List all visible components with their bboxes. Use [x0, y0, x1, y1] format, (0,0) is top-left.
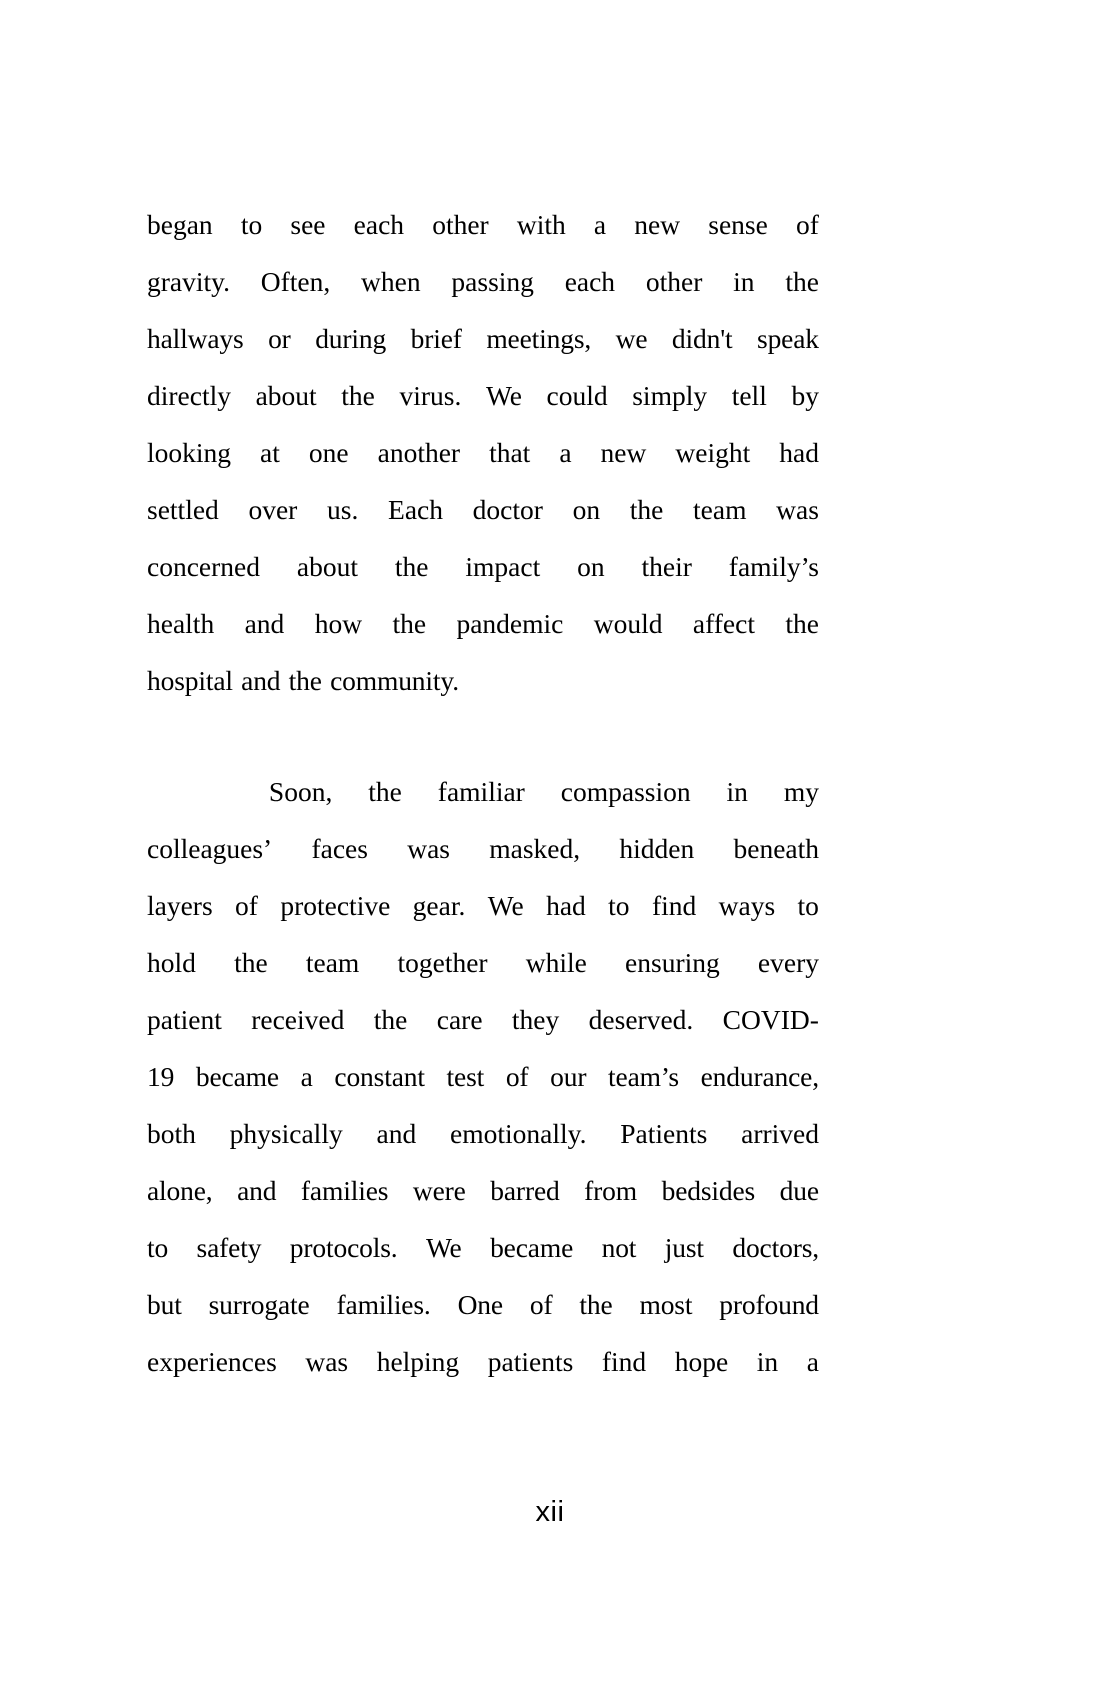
word: a [806, 1346, 819, 1377]
word: while [525, 947, 587, 978]
word: they [511, 1004, 560, 1035]
word: when [361, 266, 421, 297]
word: in [726, 776, 748, 807]
word: alone, [147, 1175, 213, 1206]
word: or [268, 323, 291, 354]
text-line [147, 652, 819, 709]
word: and [376, 1118, 417, 1149]
word: helping [376, 1346, 460, 1377]
page-number-folio: xii [535, 1496, 565, 1528]
word: just [664, 1232, 704, 1263]
text-line [147, 1276, 819, 1333]
word: with [516, 209, 566, 240]
word: layers [147, 890, 213, 921]
word: One [457, 1289, 503, 1320]
word: passing [451, 266, 534, 297]
word: team [305, 947, 360, 978]
word: speak [757, 323, 819, 354]
word: constant [334, 1061, 425, 1092]
word: other [432, 209, 489, 240]
word: didn't [671, 323, 733, 354]
word: each [353, 209, 405, 240]
word: on [572, 494, 601, 525]
word: concerned [147, 551, 260, 582]
word: the [394, 551, 429, 582]
word: protective [280, 890, 391, 921]
word: in [733, 266, 755, 297]
word: meetings, [486, 323, 592, 354]
word: the [579, 1289, 613, 1320]
word: became [490, 1232, 574, 1263]
word: that [489, 437, 531, 468]
word: their [641, 551, 692, 582]
word: find [601, 1346, 647, 1377]
page-text-body [147, 196, 819, 1390]
word: health [147, 608, 215, 639]
word: affect [692, 608, 755, 639]
word: and [244, 608, 285, 639]
text-line [147, 538, 819, 595]
word: the [785, 266, 819, 297]
word: a [593, 209, 607, 240]
word: in [756, 1346, 779, 1377]
word: could [546, 380, 608, 411]
word: simply [632, 380, 708, 411]
word: see [290, 209, 326, 240]
word: bedsides [661, 1175, 756, 1206]
word: team [693, 494, 747, 525]
word: us. [327, 494, 359, 525]
text-line [147, 595, 819, 652]
word: the [234, 947, 268, 978]
text-line [147, 763, 819, 820]
word: one [308, 437, 349, 468]
word: pandemic [456, 608, 564, 639]
word: find [651, 890, 697, 921]
word: was [776, 494, 819, 525]
text-line [147, 1162, 819, 1219]
word: but [147, 1289, 182, 1320]
word: over [248, 494, 298, 525]
word: were [412, 1175, 466, 1206]
word: hospital [147, 665, 233, 696]
word: the [288, 665, 322, 696]
paragraph [147, 763, 819, 1390]
word: had [779, 437, 819, 468]
word: Often, [260, 266, 331, 297]
text-line [147, 367, 819, 424]
word: ways [718, 890, 776, 921]
word: surrogate [208, 1289, 310, 1320]
text-line [147, 424, 819, 481]
word: how [314, 608, 363, 639]
word: the [629, 494, 664, 525]
text-line [147, 1048, 819, 1105]
word: other [645, 266, 703, 297]
text-line [147, 991, 819, 1048]
word: care [436, 1004, 483, 1035]
word: to [240, 209, 263, 240]
word: weight [675, 437, 751, 468]
word: hope [674, 1346, 729, 1377]
word: about [296, 551, 358, 582]
word: Soon, [268, 776, 333, 807]
word: the [341, 380, 375, 411]
word: colleagues’ [147, 833, 273, 864]
word: each [564, 266, 616, 297]
word: to [147, 1232, 169, 1263]
word: of [529, 1289, 553, 1320]
word: protocols. [289, 1232, 398, 1263]
word: we [615, 323, 648, 354]
word: sense [708, 209, 768, 240]
word: the [373, 1004, 408, 1035]
word: our [550, 1061, 587, 1092]
word: COVID- [722, 1004, 819, 1035]
word: profound [719, 1289, 819, 1320]
word: due [779, 1175, 819, 1206]
word: physically [229, 1118, 343, 1149]
word: at [260, 437, 280, 468]
word: barred [490, 1175, 560, 1206]
text-line [147, 1219, 819, 1276]
word: We [485, 380, 522, 411]
word: settled [147, 494, 219, 525]
word: by [791, 380, 819, 411]
word: families [300, 1175, 389, 1206]
word: directly [147, 380, 231, 411]
word: team’s [608, 1061, 679, 1092]
word: and [241, 665, 281, 696]
word: every [757, 947, 819, 978]
text-line [147, 877, 819, 934]
word: from [584, 1175, 638, 1206]
word: test [446, 1061, 485, 1092]
first-line-indent [147, 763, 233, 820]
word: patient [147, 1004, 222, 1035]
word: family’s [728, 551, 819, 582]
word: to [797, 890, 819, 921]
word: was [305, 1346, 349, 1377]
word: became [195, 1061, 279, 1092]
word: faces [311, 833, 368, 864]
word: a [300, 1061, 313, 1092]
word: gravity. [147, 266, 230, 297]
word: to [608, 890, 630, 921]
word: Patients [620, 1118, 708, 1149]
text-line [147, 310, 819, 367]
word: on [577, 551, 605, 582]
word: hidden [619, 833, 695, 864]
word: compassion [560, 776, 691, 807]
word: the [785, 608, 819, 639]
word: familiar [437, 776, 525, 807]
word: not [601, 1232, 637, 1263]
text-line [147, 253, 819, 310]
word: new [600, 437, 647, 468]
word: hallways [147, 323, 244, 354]
word: a [559, 437, 572, 468]
word: received [251, 1004, 345, 1035]
word: the [392, 608, 427, 639]
word: looking [147, 437, 232, 468]
word: of [796, 209, 819, 240]
word: of [235, 890, 258, 921]
word: emotionally. [450, 1118, 587, 1149]
word: was [407, 833, 450, 864]
word: would [593, 608, 663, 639]
word: new [634, 209, 681, 240]
word: brief [410, 323, 462, 354]
word: deserved. [588, 1004, 694, 1035]
text-line [147, 481, 819, 538]
text-line [147, 934, 819, 991]
word: endurance, [700, 1061, 819, 1092]
word: virus. [399, 380, 462, 411]
word: doctors, [732, 1232, 819, 1263]
text-line [147, 1105, 819, 1162]
word: doctor [472, 494, 543, 525]
word: had [546, 890, 586, 921]
word: most [639, 1289, 693, 1320]
text-line [147, 1333, 819, 1390]
paragraph-lines-container [147, 196, 819, 1390]
word: of [505, 1061, 529, 1092]
word: We [487, 890, 524, 921]
word: about [255, 380, 317, 411]
word: gear. [412, 890, 466, 921]
word: and [237, 1175, 277, 1206]
word: 19 [147, 1061, 175, 1092]
word: hold [147, 947, 196, 978]
word: the [368, 776, 402, 807]
word: impact [465, 551, 541, 582]
word: together [397, 947, 488, 978]
text-line [147, 196, 819, 253]
word: began [147, 209, 213, 240]
word: both [147, 1118, 196, 1149]
paragraph [147, 196, 819, 709]
word: We [425, 1232, 462, 1263]
word: tell [731, 380, 767, 411]
word: beneath [733, 833, 819, 864]
text-line [147, 820, 819, 877]
word: my [783, 776, 819, 807]
word: arrived [741, 1118, 819, 1149]
word: Each [388, 494, 443, 525]
word: experiences [147, 1346, 277, 1377]
word: masked, [489, 833, 581, 864]
word: another [377, 437, 461, 468]
word: patients [487, 1346, 574, 1377]
word: during [315, 323, 387, 354]
word: ensuring [625, 947, 720, 978]
word: community. [330, 665, 459, 696]
word: safety [196, 1232, 262, 1263]
word: families. [336, 1289, 431, 1320]
